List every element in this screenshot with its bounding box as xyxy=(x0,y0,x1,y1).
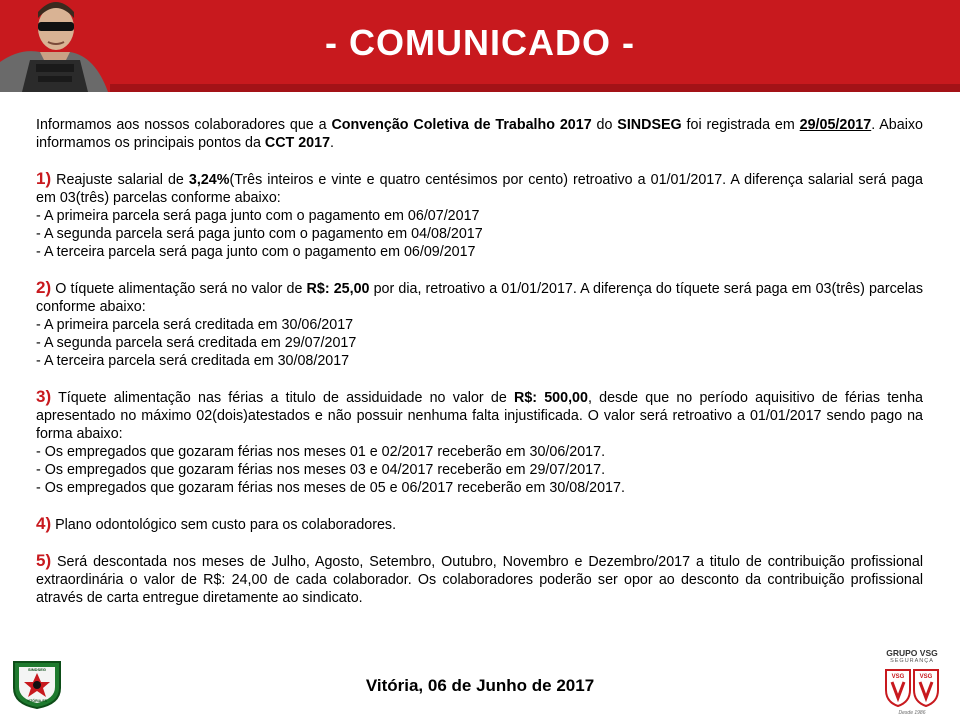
item-number: 1) xyxy=(36,169,52,188)
item-number: 5) xyxy=(36,551,52,570)
list-item: - A terceira parcela será creditada em 30/08/2017 xyxy=(36,353,350,369)
page-title: - COMUNICADO - xyxy=(325,22,635,63)
list-item: - A primeira parcela será paga junto com o pagamento em 06/07/2017 xyxy=(36,208,480,224)
vsg-badge-text: VSG xyxy=(891,674,905,680)
sindseg-bottom-text: VITÓRIA-ES xyxy=(26,699,48,703)
item-number: 2) xyxy=(36,278,52,297)
document-body xyxy=(36,116,923,607)
header-banner xyxy=(0,0,960,92)
item-vacation-meal-ticket: 3) Tíquete alimentação nas férias a titulo de assiduidade no valor de R$: 500,00, desde que no período aquisitivo de férias tenha apresentado no máximo 02(dois)atestados e não possuir nenhuma falta injustificada. O valor será retroativo a 01/01/2017 sendo pago na forma abaixo: - Os empregados que gozaram férias nos meses 01 e 02/2017 receberão em 30/06/2017. - Os empregados que gozaram férias nos meses 03 e 04/2017 receberão em 29/07/2017. - Os empregados que gozaram férias nos meses de 05 e 06/2017 receberão em 30/08/2017. xyxy=(36,387,923,496)
vsg-title: GRUPO VSG xyxy=(886,648,938,658)
item-meal-ticket: 2) O tíquete alimentação será no valor de R$: 25,00 por dia, retroativo a 01/01/2017. A diferença do tíquete será paga em 03(três) parcelas conforme abaixo: - A primeira parcela será creditada em 30/06/2017 - A segunda parcela será creditada em 29/07/2017 - A terceira parcela será creditada em 30/08/2017 xyxy=(36,278,923,369)
vsg-subtitle: SEGURANÇA xyxy=(890,658,934,664)
intro-paragraph: Informamos aos nossos colaboradores que a Convenção Coletiva de Trabalho 2017 do SINDSEG foi registrada em 29/05/2017. Abaixo informamos os principais pontos da CCT 2017. xyxy=(36,117,923,151)
item-professional-contribution: 5) Será descontada nos meses de Julho, Agosto, Setembro, Outubro, Novembro e Dezembro/2017 a titulo de contribuição profissional extraordinária o valor de R$: 24,00 de cada colaborador. Os colaboradores poderão ser opor ao desconto da contribuição profissional através de carta entregue diretamente ao sindicato. xyxy=(36,551,923,606)
vsg-badge-text: VSG xyxy=(919,674,933,680)
item-dental-plan: 4) Plano odontológico sem custo para os colaboradores. xyxy=(36,514,397,533)
list-item: - Os empregados que gozaram férias nos meses de 05 e 06/2017 receberão em 30/08/2017. xyxy=(36,480,625,496)
list-item: - Os empregados que gozaram férias nos meses 01 e 02/2017 receberão em 30/06/2017. xyxy=(36,444,606,460)
list-item: - A segunda parcela será paga junto com o pagamento em 04/08/2017 xyxy=(36,226,483,242)
list-item: - A primeira parcela será creditada em 30/06/2017 xyxy=(36,317,354,333)
list-item: - Os empregados que gozaram férias nos meses 03 e 04/2017 receberão em 29/07/2017. xyxy=(36,462,606,478)
vsg-since: Desde 1986 xyxy=(898,710,926,716)
item-salary-readjustment: 1) Reajuste salarial de 3,24%(Três inteiros e vinte e quatro centésimos por cento) retroativo a 01/01/2017. A diferença salarial será paga em 03(três) parcelas conforme abaixo: - A primeira parcela será paga junto com o pagamento em 06/07/2017 - A segunda parcela será paga junto com o pagamento em 04/08/2017 - A terceira parcela será paga junto com o pagamento em 06/09/2017 xyxy=(36,169,923,260)
vsg-shields-icon xyxy=(884,668,940,708)
item-number: 4) xyxy=(36,514,52,533)
sindseg-top-text: SINDSEG xyxy=(27,667,47,672)
list-item: - A segunda parcela será creditada em 29/07/2017 xyxy=(36,335,357,351)
item-number: 3) xyxy=(36,387,52,406)
list-item: - A terceira parcela será paga junto com o pagamento em 06/09/2017 xyxy=(36,244,476,260)
header-shadow xyxy=(0,84,960,92)
document-date: Vitória, 06 de Junho de 2017 xyxy=(365,676,595,695)
grupo-vsg-logo xyxy=(872,648,952,718)
